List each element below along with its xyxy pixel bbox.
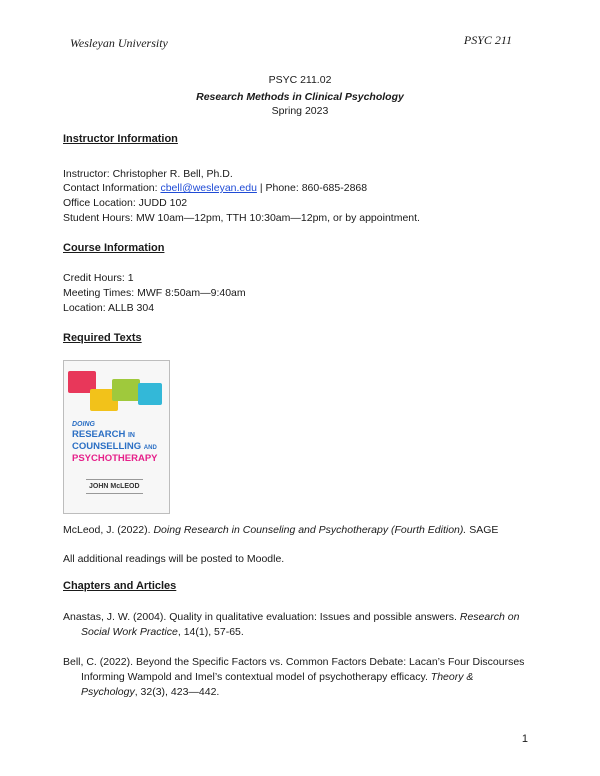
meeting-times: Meeting Times: MWF 8:50am—9:40am [63, 287, 246, 299]
required-text-citation: McLeod, J. (2022). Doing Research in Counseling and Psychotherapy (Fourth Edition). SAGE [63, 524, 499, 536]
instructor-name: Instructor: Christopher R. Bell, Ph.D. [63, 168, 233, 180]
email-link[interactable]: cbell@wesleyan.edu [160, 182, 257, 194]
header-course-code: PSYC 211 [463, 33, 512, 47]
course-heading: Course Information [63, 242, 165, 254]
cover-line3: COUNSELLING AND [72, 441, 157, 452]
header-institution: Wesleyan University [70, 36, 168, 50]
reference-item: Bell, C. (2022). Beyond the Specific Factors vs. Common Factors Debate: Lacan’s Four Discourses Informing Wampold and Imel’s contextual model of psychotherapy efficacy. Theory & Psychology, 32(3), 423—442. [63, 656, 525, 698]
office-location: Office Location: JUDD 102 [63, 197, 188, 209]
course-term: Spring 2023 [271, 105, 329, 117]
instructor-heading: Instructor Information [63, 133, 178, 145]
page-number: 1 [521, 733, 528, 745]
contact-prefix: Contact Information: [63, 182, 161, 194]
course-title: Research Methods in Clinical Psychology [196, 91, 404, 103]
moodle-note: All additional readings will be posted to Moodle. [63, 553, 285, 565]
course-code: PSYC 211.02 [268, 74, 332, 86]
cover-bubble-green [112, 379, 140, 401]
cover-line2: RESEARCH IN [72, 429, 135, 440]
required-texts-heading: Required Texts [63, 332, 142, 344]
cover-line4: PSYCHOTHERAPY [72, 453, 158, 464]
chapters-heading: Chapters and Articles [63, 580, 177, 592]
cover-bubble-cyan [138, 383, 162, 405]
reference-item: Anastas, J. W. (2004). Quality in qualitative evaluation: Issues and possible answers. Research on Social Work Practice, 14(1), 57-65. [63, 611, 520, 638]
contact-info [63, 182, 367, 194]
cover-line1: DOING [72, 421, 95, 428]
student-hours: Student Hours: MW 10am—12pm, TTH 10:30am—12pm, or by appointment. [63, 212, 420, 224]
contact-suffix: | Phone: 860-685-2868 [256, 182, 368, 194]
credit-hours: Credit Hours: 1 [63, 272, 134, 284]
book-cover-image [63, 360, 170, 514]
location: Location: ALLB 304 [63, 302, 155, 314]
cover-author: JOHN McLEOD [86, 479, 143, 494]
